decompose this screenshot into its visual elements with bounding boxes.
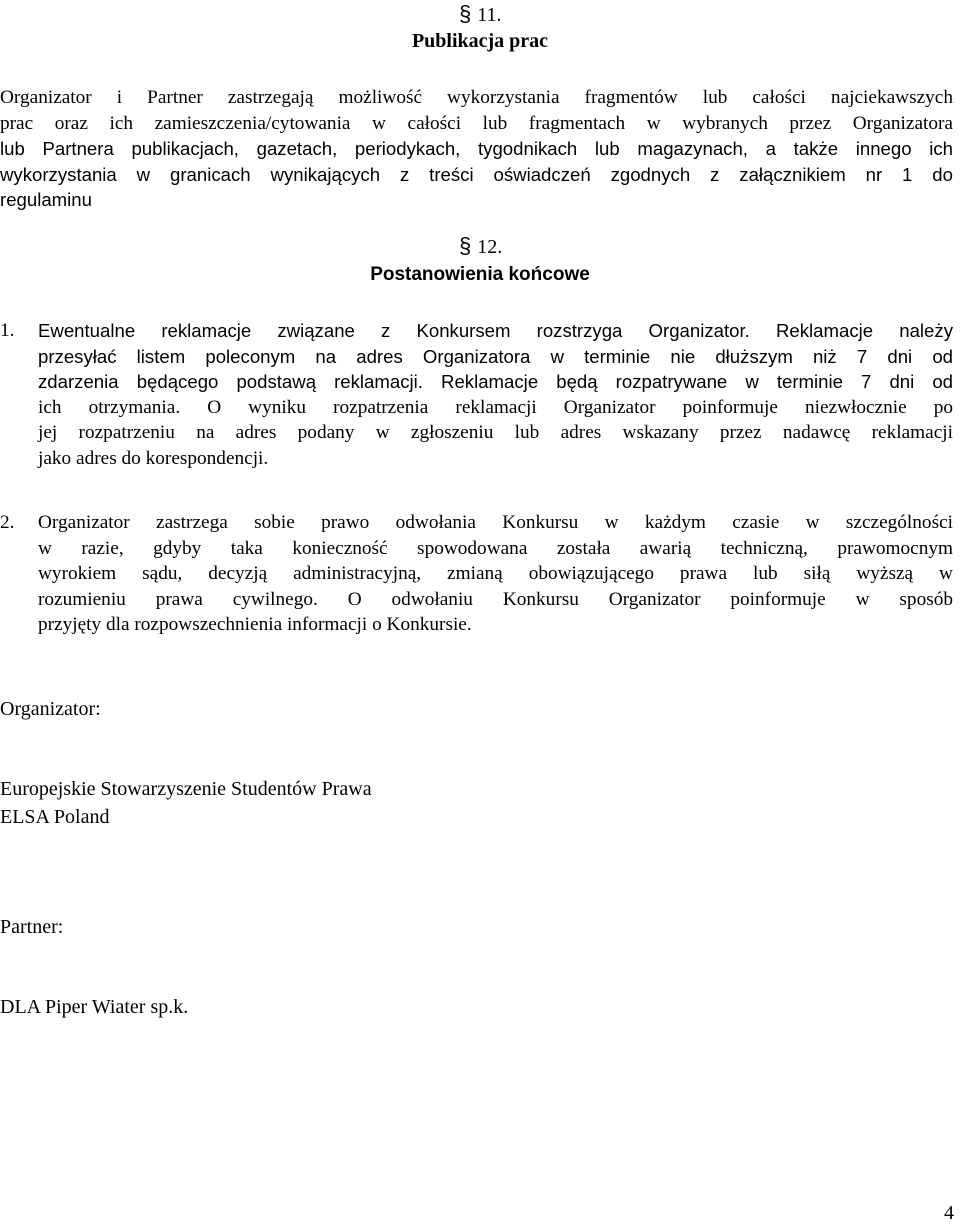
- paragraph-line: jako adres do korespondencji.: [38, 447, 269, 469]
- paragraph-line: wyrokiem sądu, decyzją administracyjną, zmianą obowiązującego prawa lub siłą wyższą w: [38, 563, 953, 584]
- section-11-number: [459, 2, 502, 27]
- page-number: 4: [944, 1202, 954, 1224]
- list-item-body: [38, 510, 953, 638]
- paragraph-line: Organizator i Partner zastrzegają możliwość wykorzystania fragmentów lub całości najciekawszych: [0, 87, 953, 108]
- list-item-body: [38, 318, 953, 471]
- list-item-number: 2.: [0, 512, 15, 533]
- section-12-number: [459, 234, 502, 259]
- paragraph-line: Organizator zastrzega sobie prawo odwołania Konkursu w każdym czasie w szczególności: [38, 512, 953, 533]
- paragraph-line: przesyłać listem poleconym na adres Organizatora w terminie nie dłuższym niż 7 dni od: [38, 345, 953, 367]
- paragraph-line: Ewentualne reklamacje związane z Konkursem rozstrzyga Organizator. Reklamacje należy: [38, 320, 953, 341]
- organizer-short-name: ELSA Poland: [0, 806, 110, 828]
- section-number-text: 11.: [477, 4, 502, 26]
- organizer-label: Organizator:: [0, 698, 101, 720]
- paragraph-line: ich otrzymania. O wyniku rozpatrzenia reklamacji Organizator poinformuje niezwłocznie po: [38, 396, 953, 418]
- section-symbol: §: [459, 233, 472, 258]
- section-symbol: §: [459, 1, 472, 26]
- paragraph-line: w razie, gdyby taka konieczność spowodowana została awarią techniczną, prawomocnym: [38, 537, 953, 559]
- paragraph-line: zdarzenia będącego podstawą reklamacji. Reklamacje będą rozpatrywane w terminie 7 dni od: [38, 371, 953, 392]
- paragraph-line: regulaminu: [0, 189, 92, 210]
- paragraph-line: lub Partnera publikacjach, gazetach, periodykach, tygodnikach lub magazynach, a także innego ich: [0, 138, 953, 159]
- section-11-title: Publikacja prac: [411, 30, 549, 52]
- list-item-number: 1.: [0, 320, 15, 341]
- section-11-paragraph: [0, 85, 953, 213]
- partner-name: DLA Piper Wiater sp.k.: [0, 996, 189, 1018]
- section-number-text: 12.: [477, 236, 503, 258]
- organizer-name: Europejskie Stowarzyszenie Studentów Prawa: [0, 778, 372, 800]
- section-12-title: Postanowienia końcowe: [370, 264, 590, 285]
- paragraph-line: rozumieniu prawa cywilnego. O odwołaniu Konkursu Organizator poinformuje w sposób: [38, 588, 953, 610]
- paragraph-line: przyjęty dla rozpowszechnienia informacji o Konkursie.: [38, 614, 472, 635]
- paragraph-line: prac oraz ich zamieszczenia/cytowania w całości lub fragmentach w wybranych przez Organizatora: [0, 112, 953, 134]
- paragraph-line: jej rozpatrzeniu na adres podany w zgłoszeniu lub adres wskazany przez nadawcę reklamacji: [38, 422, 953, 443]
- partner-label: Partner:: [0, 916, 64, 938]
- paragraph-line: wykorzystania w granicach wynikających z treści oświadczeń zgodnych z załącznikiem nr 1 do: [0, 163, 953, 185]
